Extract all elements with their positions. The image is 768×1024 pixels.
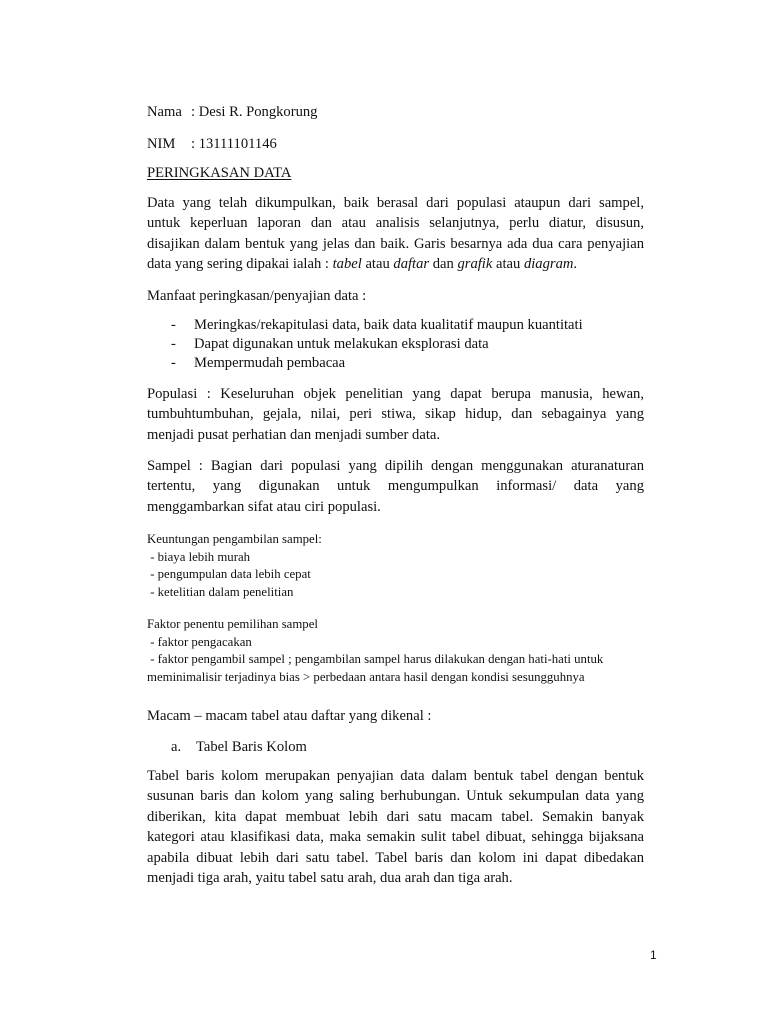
intro-end: . (573, 256, 578, 273)
intro-line-4-pre: data yang sering dipakai ialah : (147, 256, 333, 273)
term-daftar: daftar (393, 256, 430, 273)
populasi-line-1: Populasi : Keseluruhan objek penelitian yang dapat berupa manusia, hewan, (147, 386, 644, 402)
page-number: 1 (650, 948, 657, 962)
tabel-line-4: kategori atau klasifikasi data, maka semakin sulit tabel dibuat, sehingga bijaksana (147, 829, 644, 846)
tabel-line-5: apabila dibuat lebih dari satu tabel. Tabel baris dan kolom ini dapat dibedakan (147, 849, 644, 866)
page-title: PERINGKASAN DATA (147, 165, 292, 181)
name-label: Nama (147, 104, 182, 120)
list-item: - ketelitian dalam penelitian (147, 584, 294, 599)
term-tabel: tabel (332, 256, 362, 273)
list-item (147, 354, 644, 373)
manfaat-heading: Manfaat peringkasan/penyajian data : (147, 288, 367, 304)
intro-dan: dan (429, 256, 458, 273)
nim-line (147, 135, 277, 154)
keuntungan-block (147, 531, 667, 601)
list-item-text: Meringkas/rekapitulasi data, baik data kualitatif maupun kuantitati (194, 317, 583, 333)
list-item (147, 316, 644, 335)
tabel-line-3: diberikan, kita dapat membuat lebih dari satu macam tabel. Semakin banyak (147, 808, 644, 825)
intro-line-1: Data yang telah dikumpulkan, baik berasal dari populasi ataupun dari sampel, (147, 195, 644, 211)
keuntungan-heading: Keuntungan pengambilan sampel: (147, 532, 322, 546)
subsection-title: Tabel Baris Kolom (196, 739, 307, 755)
list-item: - biaya lebih murah (147, 549, 251, 564)
tabel-line-2: susunan baris dan kolom yang saling berhubungan. Untuk sekumpulan data yang (147, 788, 644, 805)
sampel-line-2: tertentu, yang digunakan untuk mengumpulkan informasi/ data yang (147, 478, 644, 495)
dash-bullet: - (171, 317, 176, 333)
tabel-baris-paragraph (147, 766, 644, 888)
intro-line-4 (147, 254, 644, 274)
faktor-block (147, 616, 667, 686)
nim-label: NIM (147, 136, 176, 152)
term-grafik: grafik (457, 256, 493, 273)
name-line (147, 103, 317, 122)
intro-atau-2: atau (492, 256, 524, 273)
populasi-line-2: tumbuhtumbuhan, gejala, nilai, peri stiwa, sikap hidup, dan sebagainya yang (147, 406, 644, 423)
intro-atau-1: atau (361, 256, 394, 273)
list-letter: a. (171, 739, 182, 755)
dash-bullet: - (171, 336, 176, 352)
sampel-paragraph (147, 456, 644, 517)
sampel-line-3: menggambarkan sifat atau ciri populasi. (147, 498, 381, 515)
term-diagram: diagram (523, 256, 574, 273)
list-item: meminimalisir terjadinya bias > perbedaan antara hasil dengan kondisi sesungguhnya (147, 669, 585, 684)
name-value: : Desi R. Pongkorung (191, 104, 318, 120)
dash-bullet: - (171, 355, 176, 371)
intro-line-2: untuk keperluan laporan dan atau analisis selanjutnya, perlu diatur, disusun, (147, 215, 644, 232)
macam-heading: Macam – macam tabel atau daftar yang dikenal : (147, 708, 432, 724)
tabel-line-1: Tabel baris kolom merupakan penyajian data dalam bentuk tabel dengan bentuk (147, 768, 644, 784)
nim-value: : 13111101146 (191, 136, 277, 152)
intro-line-3: disajikan dalam bentuk yang jelas dan baik. Garis besarnya ada dua cara penyajian (147, 235, 644, 252)
list-item: - faktor pengacakan (147, 634, 252, 649)
faktor-heading: Faktor penentu pemilihan sampel (147, 617, 318, 631)
tabel-line-6: menjadi tiga arah, yaitu tabel satu arah, dua arah dan tiga arah. (147, 870, 513, 887)
list-item-text: Dapat digunakan untuk melakukan eksplorasi data (194, 336, 489, 352)
populasi-line-3: menjadi pusat perhatian dan menjadi sumber data. (147, 426, 440, 443)
populasi-paragraph (147, 384, 644, 445)
alpha-list-item (171, 738, 307, 757)
list-item (147, 335, 644, 354)
list-item: - faktor pengambil sampel ; pengambilan sampel harus dilakukan dengan hati-hati untuk (147, 652, 604, 667)
manfaat-list (147, 316, 644, 373)
list-item: - pengumpulan data lebih cepat (147, 567, 311, 582)
intro-paragraph (147, 193, 644, 275)
sampel-line-1: Sampel : Bagian dari populasi yang dipilih dengan menggunakan aturanaturan (147, 458, 644, 474)
list-item-text: Mempermudah pembacaa (194, 355, 346, 371)
